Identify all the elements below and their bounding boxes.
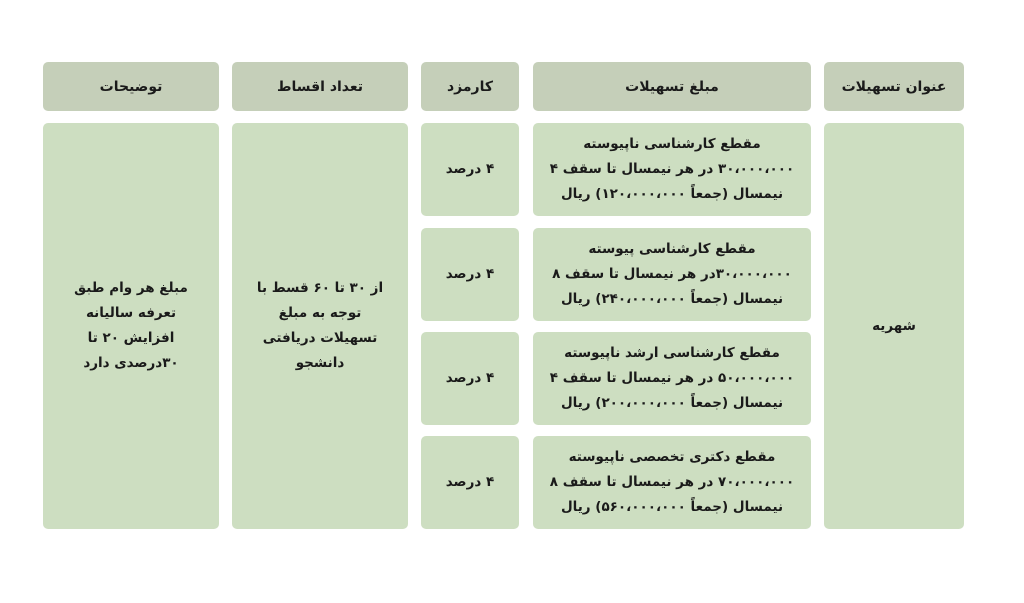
header-notes: توضیحات bbox=[43, 62, 219, 111]
installments-cell: از ۳۰ تا ۶۰ قسط با توجه به مبلغ تسهیلات دریافتی دانشجو bbox=[232, 123, 408, 529]
notes-cell: مبلغ هر وام طبق تعرفه سالیانه افزایش ۲۰ تا ۳۰درصدی دارد bbox=[43, 123, 219, 529]
amount-cell-bachelor-discontinuous: مقطع کارشناسی ناپیوسته ۳۰،۰۰۰،۰۰۰ در هر نیمسال تا سقف ۴ نیمسال (جمعاً ۱۲۰،۰۰۰،۰۰۰) ریال bbox=[533, 123, 811, 216]
header-installments: تعداد اقساط bbox=[232, 62, 408, 111]
header-fee: کارمزد bbox=[421, 62, 519, 111]
facility-title-cell: شهریه bbox=[824, 123, 964, 529]
header-facility-title: عنوان تسهیلات bbox=[824, 62, 964, 111]
amount-cell-masters: مقطع کارشناسی ارشد ناپیوسته ۵۰،۰۰۰،۰۰۰ در هر نیمسال تا سقف ۴ نیمسال (جمعاً ۲۰۰،۰۰۰،۰۰۰) ریال bbox=[533, 332, 811, 425]
amount-cell-phd: مقطع دکتری تخصصی ناپیوسته ۷۰،۰۰۰،۰۰۰ در هر نیمسال تا سقف ۸ نیمسال (جمعاً ۵۶۰،۰۰۰،۰۰۰) ریال bbox=[533, 436, 811, 529]
header-facility-amount: مبلغ تسهیلات bbox=[533, 62, 811, 111]
fee-cell: ۴ درصد bbox=[421, 332, 519, 425]
fee-cell: ۴ درصد bbox=[421, 123, 519, 216]
amount-cell-bachelor-continuous: مقطع کارشناسی پیوسته ۳۰،۰۰۰،۰۰۰در هر نیمسال تا سقف ۸ نیمسال (جمعاً ۲۴۰،۰۰۰،۰۰۰) ریال bbox=[533, 228, 811, 321]
fee-cell: ۴ درصد bbox=[421, 436, 519, 529]
fee-cell: ۴ درصد bbox=[421, 228, 519, 321]
